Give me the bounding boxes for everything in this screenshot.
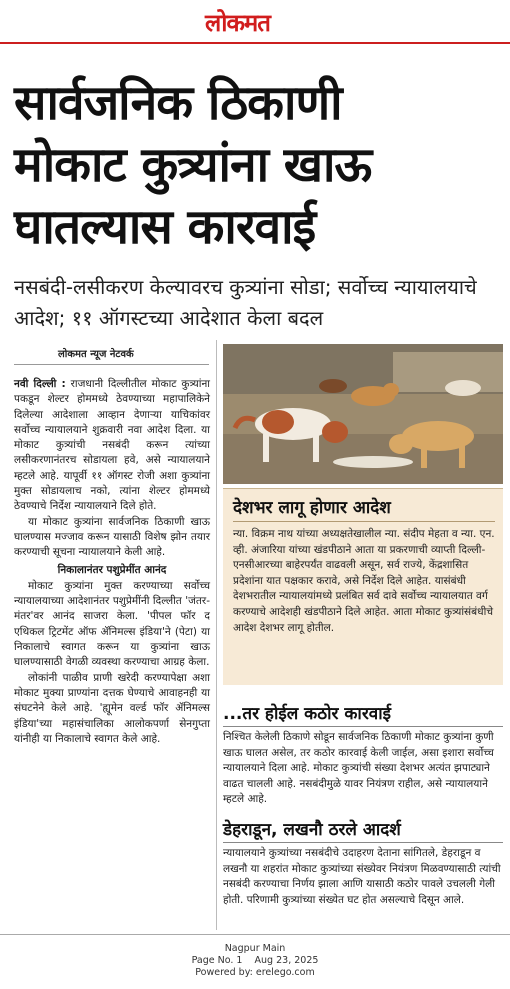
headline [14, 72, 498, 258]
section-2-text: न्यायालयाने कुत्र्यांच्या नसबंदीचे उदाहरण देताना सांगितले, डेहराडून व लखनौ या शहरांत मोकाट कुत्र्यांच्या संख्येवर नियंत्रण मिळवण्यासाठी त्यांची नसबंदी करण्याचा निर्णय झाला आणि यासाठी कठोर पावले उचलली गेली होती. परिणामी कुत्र्यांच्या संख्येत घट होत असल्याचे दिसून आले. [223, 847, 501, 906]
article-paragraph-4: लोकांनी पाळीव प्राणी खरेदी करण्यापेक्षा अशा मोकाट मुक्या प्राण्यांना दत्तक घेण्याचे आवाहनही या संघटनेने केले आहे. 'ह्यूमेन वर्ल्ड फॉर ॲनिमल्स इंडिया'च्या महासंचालिका आलोकपर्णा सेनगुप्ता यांनीही या निकालाचे स्वागत केले आहे. [14, 671, 210, 745]
page-footer [0, 943, 510, 979]
headline-line-2: मोकाट कुत्र्यांना खाऊ [14, 137, 372, 193]
column-divider [216, 340, 217, 930]
headline-line-3: घातल्यास कारवाई [14, 199, 316, 255]
section-1-text: निश्चित केलेली ठिकाणे सोडून सार्वजनिक ठिकाणी मोकाट कुत्र्यांना कुणी खाऊ घालत असेल, तर कठोर कारवाई केली जाईल, असा इशारा सर्वोच्च न्यायालयाने दिला आहे. मोकाट कुत्र्यांची संख्या देशभर अत्यंत झपाट्याने वाढत चालली आहे. नसबंदीमुळे यावर नियंत्रण राहील, असे न्यायालयाने म्हटले आहे. [223, 731, 494, 806]
dateline: नवी दिल्ली : [14, 378, 66, 390]
subheadline: नसबंदी-लसीकरण केल्यावरच कुत्र्यांना सोडा; सर्वोच्च न्यायालयाचे आदेश; ११ ऑगस्टच्या आदेशात केला बदल [14, 275, 477, 330]
box-title: देशभर लागू होणार आदेश [233, 498, 391, 518]
stray-dogs-photo [223, 344, 503, 484]
box-text: न्या. विक्रम नाथ यांच्या अध्यक्षतेखालील न्या. संदीप मेहता व न्या. एन. व्ही. अंजारिया यांच्या खंडपीठाने आता या प्रकरणाची व्याप्ती दिल्ली-एनसीआरच्या बाहेरपर्यंत वाढवली असून, सर्व राज्ये, केंद्रशासित प्रदेशांना यात पक्षकार करावे, असे निर्देश दिले आहेत. यासंबंधी देशभरातील न्यायालयांमध्ये प्रलंबित सर्व दावे सर्वोच्च न्यायालयात वर्ग करण्याचे आदेशही खंडपीठाने दिले आहेत. आता मोकाट कुत्र्यांसंबंधीचे आदेश देशभर लागू होतील. [233, 528, 495, 634]
box-divider [233, 521, 495, 522]
section-2-title: डेहराडून, लखनौ ठरले आदर्श [223, 820, 401, 840]
byline: लोकमत न्यूज नेटवर्क [58, 349, 134, 360]
newspaper-logo: लोकमत [205, 8, 270, 37]
article-paragraph-3: मोकाट कुत्र्यांना मुक्त करण्याच्या सर्वोच्च न्यायालयाच्या आदेशानंतर पशुप्रेमींनी दिल्लीत 'जंतर-मंतर'वर आनंद साजरा केला. 'पीपल फॉर द एथिकल ट्रिटमेंट ऑफ ॲनिमल्स इंडिया'ने (पेटा) या निकालाचे स्वागत करून या कुत्र्यांना खाऊ घालण्यासाठी वेगळी व्यवस्था करण्याचा आग्रह केला. [14, 579, 210, 669]
section-1-divider [223, 726, 503, 727]
masthead [0, 0, 510, 44]
article-paragraph-2: या मोकाट कुत्र्यांना सार्वजनिक ठिकाणी खाऊ घालण्यास मज्जाव करून यासाठी विशेष झोन तयार करण्याची सूचना न्यायालयाने केली आहे. [14, 515, 210, 559]
byline-divider [14, 364, 209, 365]
publish-date: Aug 23, 2025 [254, 955, 319, 966]
article-paragraph-1 [14, 377, 210, 515]
headline-line-1: सार्वजनिक ठिकाणी [14, 75, 342, 131]
article-body [14, 377, 210, 747]
powered-by: Powered by: erelego.com [195, 967, 315, 978]
highlight-box [223, 488, 503, 685]
stray-dogs-illustration [223, 344, 503, 484]
section-1-title: ...तर होईल कठोर कारवाई [223, 704, 391, 724]
edition-name: Nagpur Main [224, 943, 286, 954]
article-text-1: राजधानी दिल्लीतील मोकाट कुत्र्यांना पकडून शेल्टर होममध्ये ठेवण्याच्या महापालिकेने दिलेल्या आदेशाला आव्हान देणाऱ्या याचिकांवर सर्वोच्च न्यायालयाने शुक्रवारी नवा आदेश दिला. या मोकाट कुत्र्यांची नसबंदी करून त्यांच्या लसीकरणानंतरच सोडायला हवे, असे न्यायालयाने म्हटले आहे. यापूर्वी ११ ऑगस्ट रोजी अशा कुत्र्यांना मुक्त सोडायलाच नको, त्यांना शेल्टर होममध्ये ठेवण्याचे निर्देश न्यायालयाने दिले होते. [14, 378, 211, 513]
page-bottom-divider [0, 934, 510, 935]
section-2-divider [223, 842, 503, 843]
page-info [0, 955, 510, 967]
page-number: Page No. 1 [191, 955, 243, 966]
article-subheading: निकालानंतर पशुप्रेमींत आनंद [57, 563, 167, 576]
